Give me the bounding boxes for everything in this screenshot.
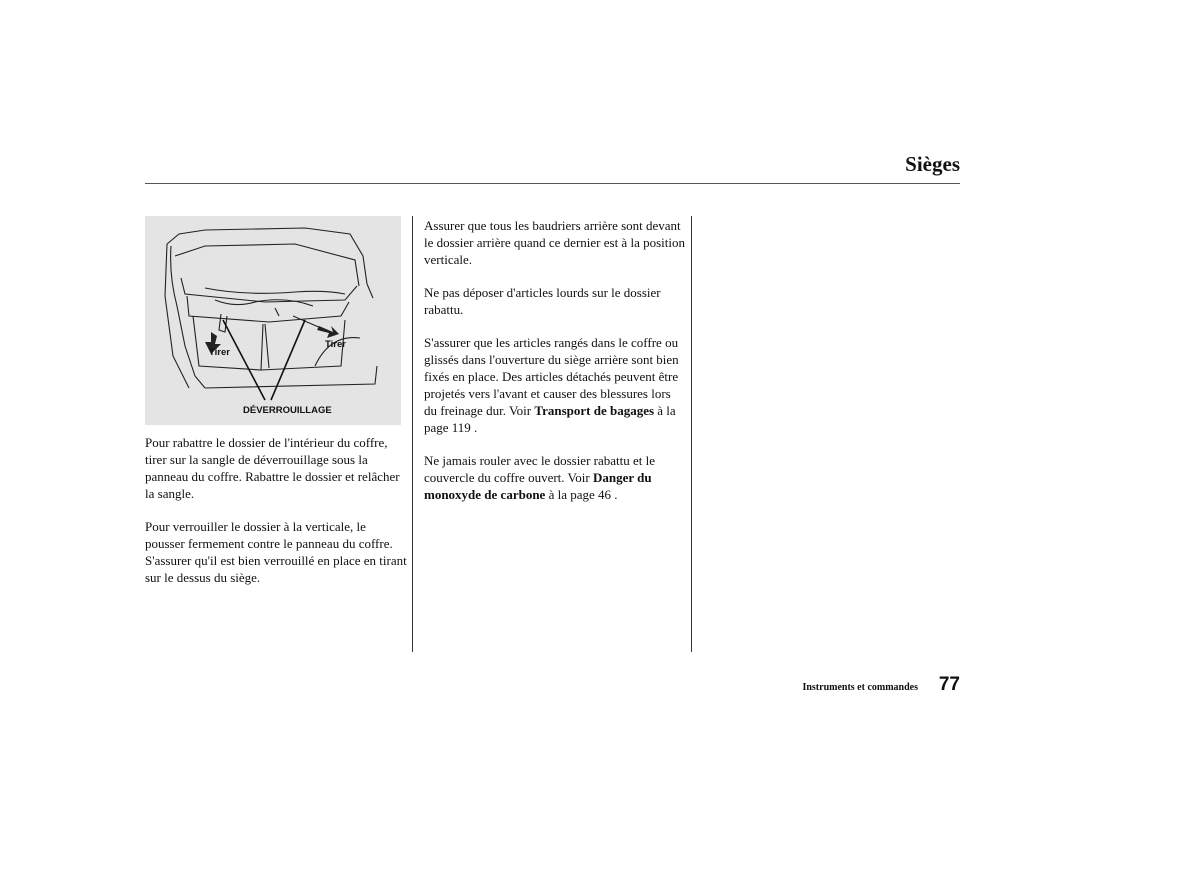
right-paragraph-2: Ne pas déposer d'articles lourds sur le dossier rabattu.: [424, 285, 661, 317]
trunk-illustration: [145, 216, 401, 425]
right-column: [424, 217, 686, 519]
release-label: DÉVERROUILLAGE: [243, 405, 332, 416]
right-paragraph-3-text: S'assurer que les articles rangés dans le coffre ou glissés dans l'ouverture du siège arrière sont bien fixés en place. Des articles détachés peuvent être projetés vers l'avant et causer des blessures lors du freinage dur. Voir: [424, 335, 679, 418]
column-divider-left: [412, 216, 413, 652]
page-number: 77: [938, 674, 960, 695]
header-rule: [145, 183, 960, 184]
left-column: [145, 434, 407, 602]
link-danger-monoxyde[interactable]: Danger du monoxyde de carbone: [424, 470, 652, 502]
left-paragraph-1: Pour rabattre le dossier de l'intérieur du coffre, tirer sur la sangle de déverrouillage sous la panneau du coffre. Rabattre le dossier et relâcher la sangle.: [145, 435, 400, 501]
right-paragraph-3-page: à la page 119 .: [424, 403, 676, 435]
section-title: Sièges: [905, 152, 960, 176]
link-transport-bagages[interactable]: Transport de bagages: [534, 403, 655, 418]
column-divider-right: [691, 216, 692, 652]
right-paragraph-1: Assurer que tous les baudriers arrière sont devant le dossier arrière quand ce dernier est à la position verticale.: [424, 218, 685, 267]
pull-label-right: Tirer: [325, 339, 346, 350]
trunk-drawing: [145, 216, 401, 425]
right-paragraph-4-page: à la page 46 .: [548, 487, 618, 502]
right-paragraph-3: [424, 334, 686, 436]
pull-label-left: Tirer: [209, 347, 230, 358]
left-paragraph-2: Pour verrouiller le dossier à la verticale, le pousser fermement contre le panneau du coffre. S'assurer qu'il est bien verrouillé en place en tirant sur le dessus du siège.: [145, 519, 407, 585]
right-paragraph-4-text: Ne jamais rouler avec le dossier rabattu et le couvercle du coffre ouvert. Voir: [424, 453, 656, 485]
right-paragraph-4: [424, 452, 686, 503]
footer-section-label: Instruments et commandes: [802, 682, 918, 693]
